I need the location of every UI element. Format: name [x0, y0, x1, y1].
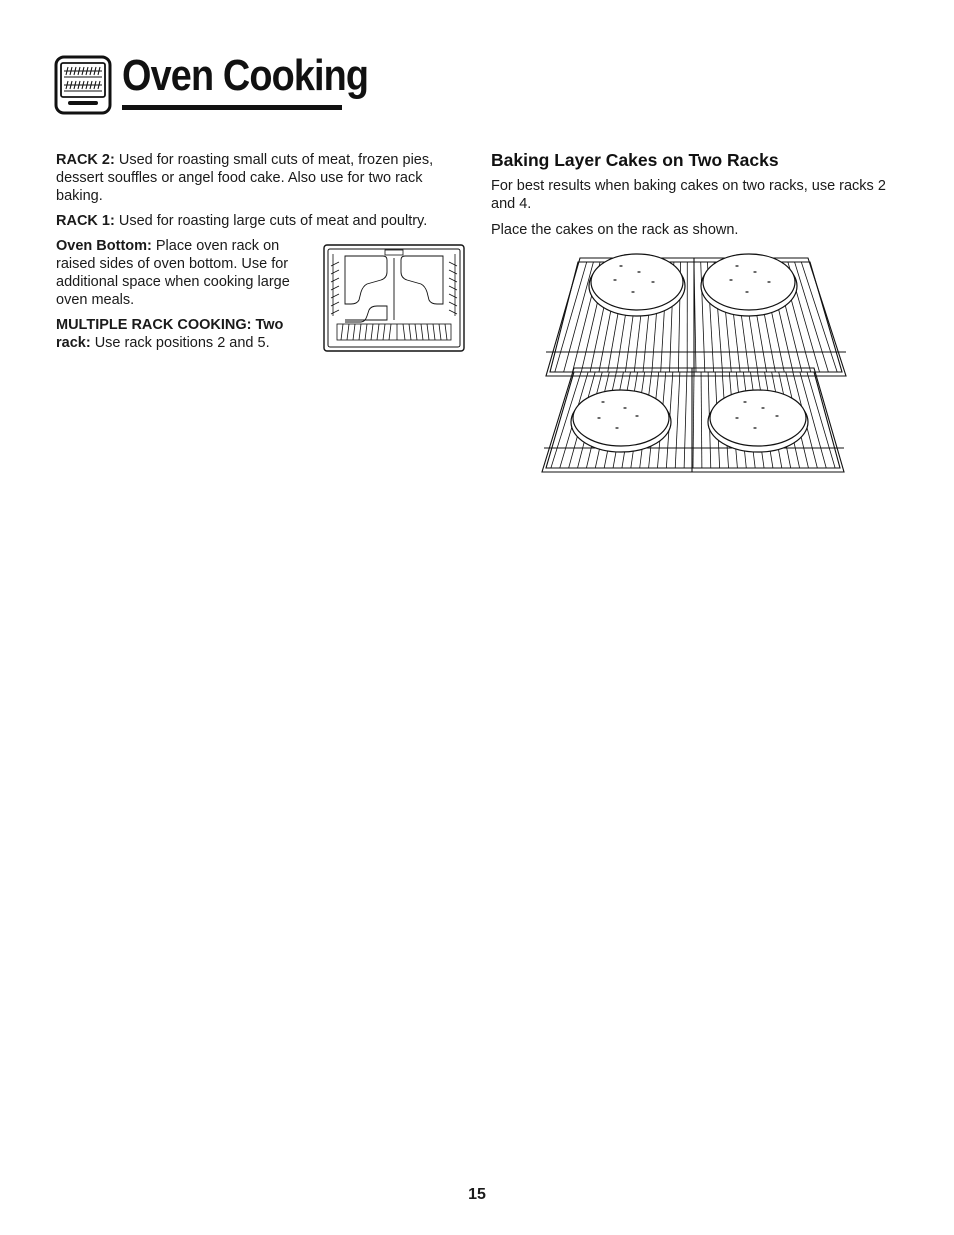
rack-wire: [807, 372, 835, 468]
rack1-paragraph: [56, 212, 448, 230]
right-column: [491, 149, 901, 247]
rack-wire: [684, 372, 687, 468]
placement-instructions: Place the cakes on the rack as shown.: [491, 222, 739, 238]
multiple-rack-paragraph: [56, 316, 311, 352]
two-racks-cakes-diagram: [540, 252, 850, 478]
oven-bottom-paragraph: [56, 237, 311, 309]
oven-icon: [54, 55, 112, 117]
rack2-paragraph: [56, 151, 448, 205]
rack-wire: [701, 372, 702, 468]
rack-wire: [675, 372, 680, 468]
page-title: Oven Cooking: [122, 51, 369, 100]
two-rack-instructions: For best results when baking cakes on two racks, use racks 2 and 4.: [491, 178, 886, 212]
oven-bottom-text: Place oven rack on raised sides of oven bottom. Use for additional space when cooking large oven meals.: [56, 238, 290, 308]
rack-wire: [555, 262, 587, 372]
rack-wire: [693, 372, 694, 468]
rack-wire: [795, 262, 829, 372]
multiple-rack-text: Use rack positions 2 and 5.: [90, 335, 270, 351]
rack1-label: RACK 1:: [56, 213, 115, 229]
section-heading: Baking Layer Cakes on Two Racks: [491, 150, 779, 170]
page-number: 15: [468, 1186, 486, 1203]
rack2-text: Used for roasting small cuts of meat, frozen pies, dessert souffles or angel food cake. Also use for two rack baking.: [56, 152, 434, 204]
oven-bottom-diagram: [323, 244, 465, 352]
rack-wire: [564, 262, 594, 372]
rack2-label: RACK 2:: [56, 152, 115, 168]
title-underline: [122, 105, 342, 110]
oven-bottom-label: Oven Bottom:: [56, 238, 152, 254]
rack1-text: Used for roasting large cuts of meat and poultry.: [114, 213, 428, 229]
multiple-rack-label: MULTIPLE RACK COOKING: Two rack:: [56, 317, 284, 351]
